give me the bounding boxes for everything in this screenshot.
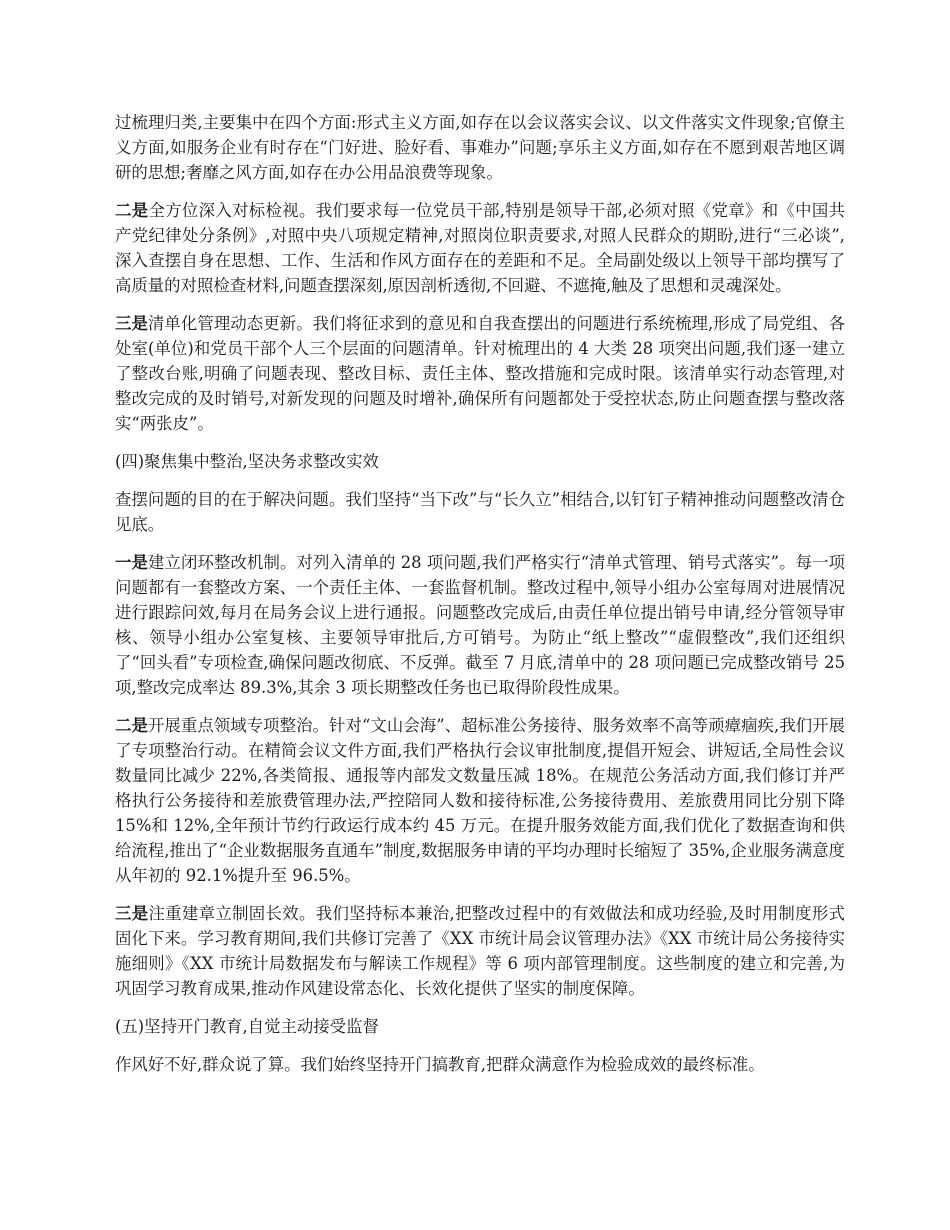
paragraph-rectification-intro — [115, 487, 845, 537]
paragraph-text: 全方位深入对标检视。我们要求每一位党员干部,特别是领导干部,必须对照《党章》和《中国共产党纪律处分条例》,对照中央八项规定精神,对照岗位职责要求,对照人民群众的期盼,进行“三必谈”,深入查摆自身在思想、工作、生活和作风方面存在的差距和不足。全局副处级以上领导干部均撰写了高质量的对照检查材料,问题查摆深刻,原因剖析透彻,不回避、不遮掩,触及了思想和灵魂深处。 — [115, 201, 845, 295]
paragraph-text: 查摆问题的目的在于解决问题。我们坚持“当下改”与“长久立”相结合,以钉钉子精神推动问题整改清仓见底。 — [115, 490, 845, 534]
paragraph-open-education-intro — [115, 1052, 845, 1077]
document-page — [115, 110, 845, 1090]
paragraph-text: 建立闭环整改机制。对列入清单的 28 项问题,我们严格实行“清单式管理、销号式落实”。每一项问题都有一套整改方案、一个责任主体、一套监督机制。整改过程中,领导小组办公室每周对进展情况进行跟踪问效,每月在局务会议上进行通报。问题整改完成后,由责任单位提出销号申请,经分管领导审核、领导小组办公室复核、主要领导审批后,方可销号。为防止“纸上整改”“虚假整改”,我们还组织了“回头看”专项检查,确保问题改彻底、不反弹。截至 7 月底,清单中的 28 项问题已完成整改销号 25 项,整改完成率达 89.3%,其余 3 项长期整改任务也已取得阶段性成果。 — [115, 553, 846, 697]
paragraph-lead: 三是 — [115, 314, 148, 333]
paragraph-item-two-special-rectification — [115, 713, 845, 888]
paragraph-text: 开展重点领域专项整治。针对“文山会海”、超标准公务接待、服务效率不高等顽瘴痼疾,我们开展了专项整治行动。在精简会议文件方面,我们严格执行会议审批制度,提倡开短会、讲短话,全局性会议数量同比减少 22%,各类简报、通报等内部发文数量压减 18%。在规范公务活动方面,我们修订并严格执行公务接待和差旅费管理办法,严控陪同人数和接待标准,公务接待费用、差旅费用同比分别下降 15%和 12%,全年预计节约行政运行成本约 45 万元。在提升服务效能方面,我们优化了数据查询和供给流程,推出了“企业数据服务直通车”制度,数据服务申请的平均办理时长缩短了 35%,企业服务满意度从年初的 92.1%提升至 96.5%。 — [115, 716, 846, 885]
paragraph-text: 注重建章立制固长效。我们坚持标本兼治,把整改过程中的有效做法和成功经验,及时用制度形式固化下来。学习教育期间,我们共修订完善了《XX 市统计局会议管理办法》《XX 市统计局公务接待实施细则》《XX 市统计局数据发布与解读工作规程》等 6 项内部管理制度。这些制度的建立和完善,为巩固学习教育成果,推动作风建设常态化、长效化提供了坚实的制度保障。 — [115, 904, 845, 998]
section-heading-four — [115, 449, 845, 474]
paragraph-lead: 二是 — [115, 716, 148, 735]
section-heading-five — [115, 1014, 845, 1039]
paragraph-text: 作风好不好,群众说了算。我们始终坚持开门搞教育,把群众满意作为检验成效的最终标准。 — [115, 1055, 765, 1074]
section-heading-text: (四)聚焦集中整治,坚决务求整改实效 — [115, 452, 379, 471]
paragraph-item-three-checklist — [115, 311, 845, 436]
paragraph-lead: 二是 — [115, 201, 149, 220]
paragraph-item-two-benchmark — [115, 198, 845, 298]
paragraph-item-one-closed-loop — [115, 550, 845, 700]
section-heading-text: (五)坚持开门教育,自觉主动接受监督 — [115, 1017, 379, 1036]
paragraph-problem-summary — [115, 110, 845, 185]
paragraph-text: 过梳理归类,主要集中在四个方面:形式主义方面,如存在以会议落实会议、以文件落实文件现象;官僚主义方面,如服务企业有时存在“门好进、脸好看、事难办”问题;享乐主义方面,如存在不愿到艰苦地区调研的思想;奢靡之风方面,如存在办公用品浪费等现象。 — [115, 113, 845, 182]
paragraph-text: 清单化管理动态更新。我们将征求到的意见和自我查摆出的问题进行系统梳理,形成了局党组、各处室(单位)和党员干部个人三个层面的问题清单。针对梳理出的 4 大类 28 项突出问题,我们逐一建立了整改台账,明确了问题表现、整改目标、责任主体、整改措施和完成时限。该清单实行动态管理,对整改完成的及时销号,对新发现的问题及时增补,确保所有问题都处于受控状态,防止问题查摆与整改落实“两张皮”。 — [115, 314, 845, 433]
paragraph-lead: 一是 — [115, 553, 148, 572]
paragraph-lead: 三是 — [115, 904, 149, 923]
paragraph-item-three-institutions — [115, 901, 845, 1001]
